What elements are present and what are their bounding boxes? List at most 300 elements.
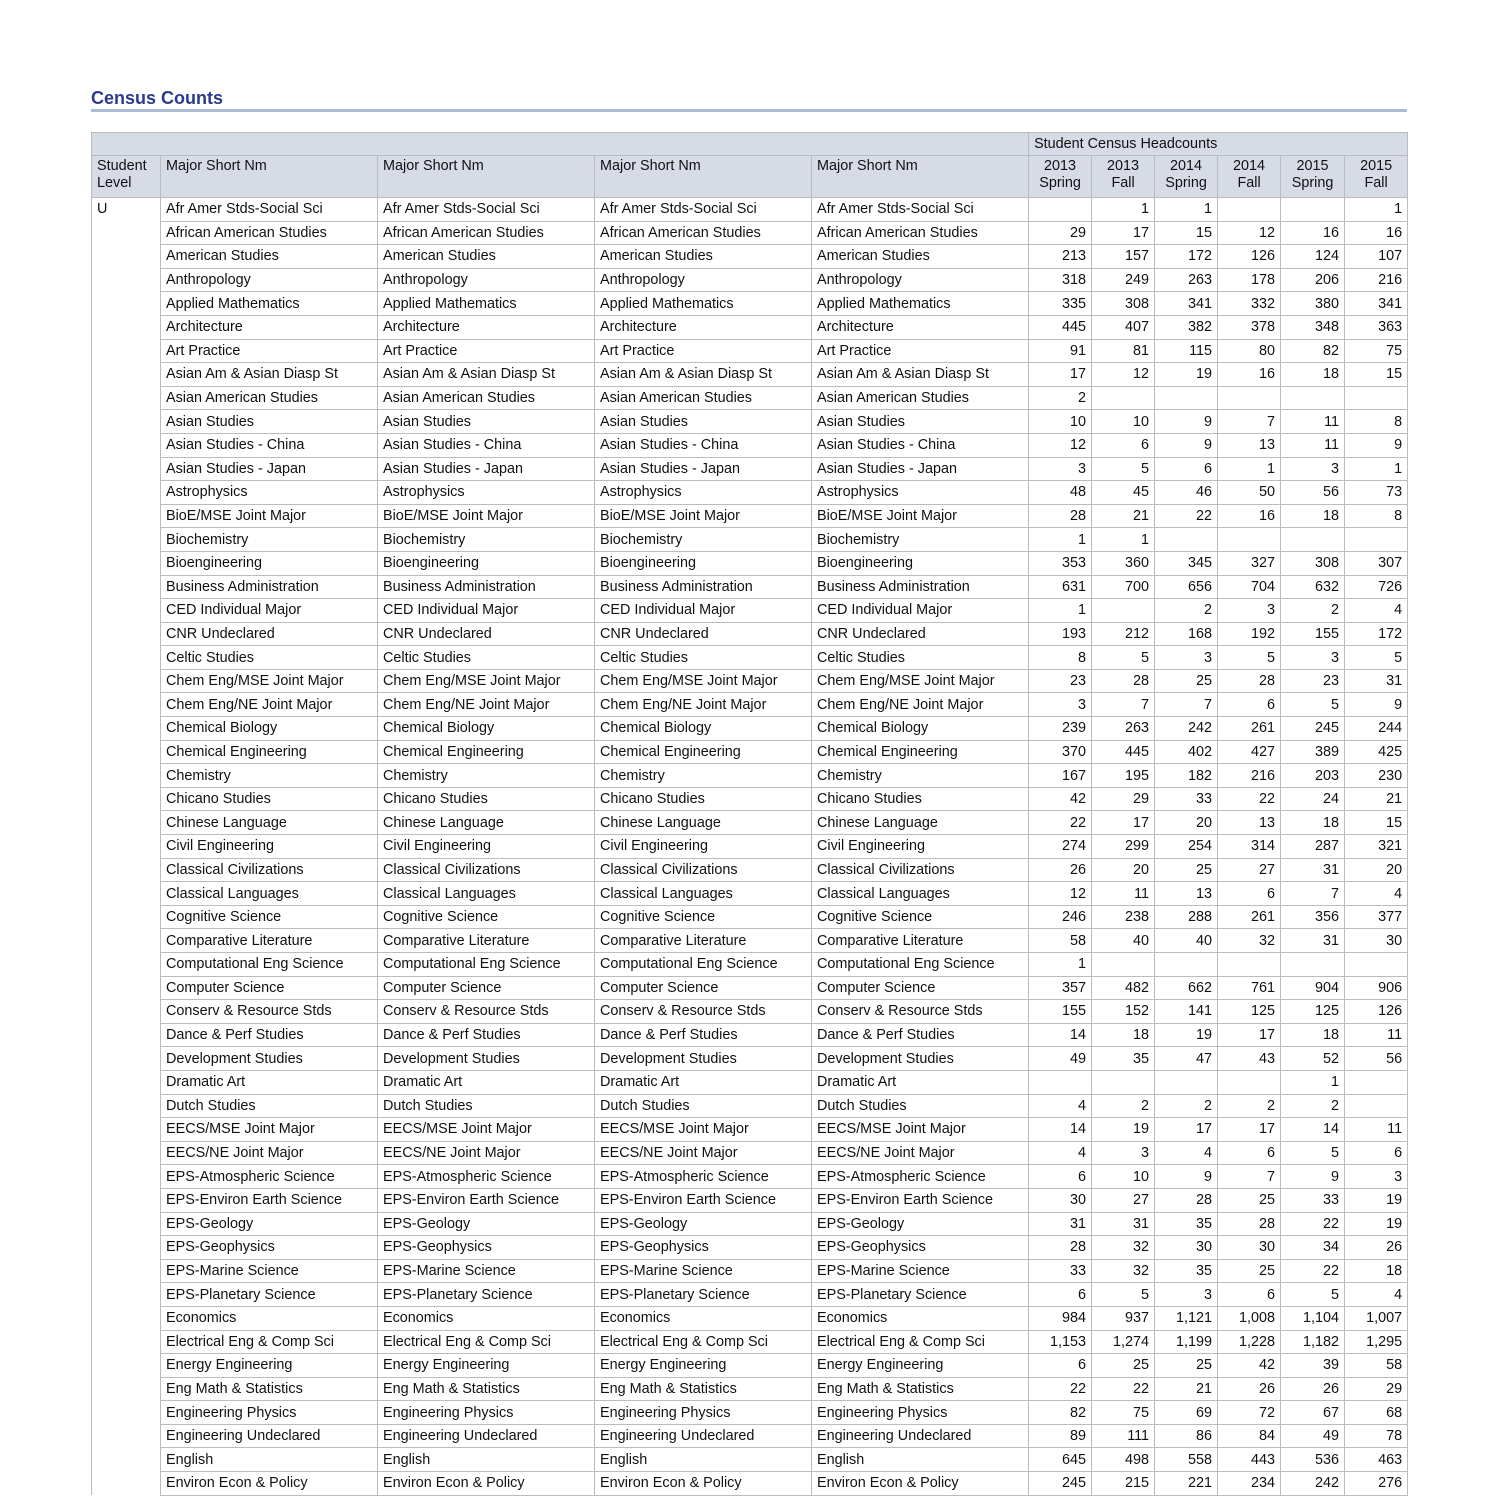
student-level-cell: [92, 1354, 161, 1378]
student-level-cell: U: [92, 198, 161, 222]
term-season: Fall: [1364, 175, 1388, 191]
major-cell: Applied Mathematics: [378, 292, 595, 316]
headcount-cell: 5: [1092, 1283, 1155, 1307]
table-row: [92, 1424, 1408, 1448]
major-cell: Chemical Engineering: [595, 740, 812, 764]
student-level-line1: Student: [97, 158, 147, 174]
headcount-cell: 5: [1281, 1141, 1345, 1165]
headcount-cell: 34: [1281, 1236, 1345, 1260]
major-cell: Chemistry: [595, 764, 812, 788]
major-cell: Classical Languages: [595, 882, 812, 906]
headcount-cell: 726: [1345, 575, 1408, 599]
term-year: 2014: [1233, 158, 1266, 174]
headcount-cell: 58: [1345, 1354, 1408, 1378]
headcount-cell: 12: [1092, 363, 1155, 387]
headcount-cell: 1: [1092, 528, 1155, 552]
headcount-cell: 307: [1345, 551, 1408, 575]
headcount-cell: 357: [1029, 976, 1092, 1000]
headcount-cell: 4: [1029, 1094, 1092, 1118]
headcount-cell: 1: [1029, 953, 1092, 977]
major-cell: Energy Engineering: [378, 1354, 595, 1378]
headcount-cell: 3: [1092, 1141, 1155, 1165]
headcount-cell: 1,274: [1092, 1330, 1155, 1354]
major-cell: CNR Undeclared: [161, 622, 378, 646]
headcount-cell: 39: [1281, 1354, 1345, 1378]
major-cell: Cognitive Science: [812, 905, 1029, 929]
headcount-cell: 246: [1029, 905, 1092, 929]
student-level-cell: [92, 882, 161, 906]
headcount-cell: 30: [1218, 1236, 1281, 1260]
headcount-cell: 6: [1029, 1283, 1092, 1307]
major-cell: Dramatic Art: [161, 1070, 378, 1094]
headcount-cell: 314: [1218, 835, 1281, 859]
headcount-cell: 363: [1345, 315, 1408, 339]
headcount-cell: 7: [1218, 1165, 1281, 1189]
headcount-cell: 126: [1345, 1000, 1408, 1024]
headcount-cell: 1,008: [1218, 1306, 1281, 1330]
student-level-cell: [92, 953, 161, 977]
major-cell: Computer Science: [595, 976, 812, 1000]
headcount-cell: 4: [1345, 882, 1408, 906]
headcount-cell: 182: [1155, 764, 1218, 788]
headcount-cell: 25: [1155, 669, 1218, 693]
headcount-cell: 33: [1029, 1259, 1092, 1283]
headcount-cell: 1: [1092, 198, 1155, 222]
headcount-cell: 49: [1281, 1424, 1345, 1448]
student-level-cell: [92, 1472, 161, 1496]
headcount-cell: 9: [1155, 1165, 1218, 1189]
term-season: Fall: [1111, 175, 1135, 191]
headcount-cell: 32: [1092, 1236, 1155, 1260]
headcount-cell: 23: [1029, 669, 1092, 693]
major-cell: Conserv & Resource Stds: [812, 1000, 1029, 1024]
headcount-cell: 498: [1092, 1448, 1155, 1472]
headcount-cell: 22: [1218, 787, 1281, 811]
headcount-cell: 19: [1345, 1188, 1408, 1212]
major-cell: Afr Amer Stds-Social Sci: [378, 198, 595, 222]
headcount-cell: 11: [1092, 882, 1155, 906]
headcount-cell: 215: [1092, 1472, 1155, 1496]
headcount-cell: 195: [1092, 764, 1155, 788]
headcount-cell: 463: [1345, 1448, 1408, 1472]
headcount-cell: 3: [1155, 646, 1218, 670]
col-header-term: [1029, 156, 1092, 198]
headcount-cell: 152: [1092, 1000, 1155, 1024]
headcount-cell: 48: [1029, 481, 1092, 505]
student-level-cell: [92, 764, 161, 788]
headcount-cell: [1092, 953, 1155, 977]
headcount-cell: 47: [1155, 1047, 1218, 1071]
headcount-cell: 29: [1092, 787, 1155, 811]
major-cell: Cognitive Science: [378, 905, 595, 929]
major-cell: CED Individual Major: [595, 599, 812, 623]
major-cell: Biochemistry: [161, 528, 378, 552]
headcount-cell: 82: [1029, 1401, 1092, 1425]
headcount-cell: 16: [1345, 221, 1408, 245]
table-row: [92, 292, 1408, 316]
headcount-cell: 11: [1345, 1023, 1408, 1047]
headcount-cell: 13: [1155, 882, 1218, 906]
major-cell: African American Studies: [378, 221, 595, 245]
major-cell: Classical Languages: [161, 882, 378, 906]
major-cell: Chem Eng/MSE Joint Major: [378, 669, 595, 693]
major-cell: Development Studies: [378, 1047, 595, 1071]
headcount-cell: 125: [1281, 1000, 1345, 1024]
headcount-cell: 308: [1092, 292, 1155, 316]
headcount-cell: 193: [1029, 622, 1092, 646]
headcount-cell: 6: [1218, 882, 1281, 906]
major-cell: Conserv & Resource Stds: [595, 1000, 812, 1024]
major-cell: Computational Eng Science: [812, 953, 1029, 977]
table-row: [92, 1306, 1408, 1330]
major-cell: Electrical Eng & Comp Sci: [161, 1330, 378, 1354]
major-cell: Asian Studies - China: [595, 433, 812, 457]
major-cell: Applied Mathematics: [595, 292, 812, 316]
table-row: [92, 268, 1408, 292]
major-cell: Chemical Engineering: [161, 740, 378, 764]
major-cell: CNR Undeclared: [595, 622, 812, 646]
major-cell: Chem Eng/MSE Joint Major: [161, 669, 378, 693]
headcount-cell: 42: [1029, 787, 1092, 811]
table-row: [92, 764, 1408, 788]
major-cell: Dutch Studies: [378, 1094, 595, 1118]
table-row: [92, 717, 1408, 741]
major-cell: CNR Undeclared: [378, 622, 595, 646]
headcount-cell: 20: [1155, 811, 1218, 835]
major-cell: EPS-Geology: [812, 1212, 1029, 1236]
headcount-cell: 345: [1155, 551, 1218, 575]
headcount-cell: 75: [1345, 339, 1408, 363]
headcount-cell: 244: [1345, 717, 1408, 741]
headcount-cell: 14: [1029, 1023, 1092, 1047]
headcount-cell: 389: [1281, 740, 1345, 764]
headcount-cell: 8: [1029, 646, 1092, 670]
major-cell: Conserv & Resource Stds: [378, 1000, 595, 1024]
major-cell: BioE/MSE Joint Major: [378, 504, 595, 528]
headcount-cell: 287: [1281, 835, 1345, 859]
headcount-cell: 10: [1092, 410, 1155, 434]
headcount-cell: 327: [1218, 551, 1281, 575]
headcount-cell: 31: [1029, 1212, 1092, 1236]
student-level-cell: [92, 929, 161, 953]
headcount-cell: 904: [1281, 976, 1345, 1000]
headcount-cell: 16: [1218, 504, 1281, 528]
table-row: [92, 599, 1408, 623]
col-header-major-1: Major Short Nm: [161, 156, 378, 198]
headcount-cell: 19: [1345, 1212, 1408, 1236]
headcount-cell: 242: [1155, 717, 1218, 741]
headcount-cell: 321: [1345, 835, 1408, 859]
headcount-cell: 12: [1029, 882, 1092, 906]
major-cell: Development Studies: [812, 1047, 1029, 1071]
headcount-cell: 1,182: [1281, 1330, 1345, 1354]
student-level-cell: [92, 1236, 161, 1260]
table-row: [92, 575, 1408, 599]
term-season: Spring: [1039, 175, 1081, 191]
student-level-cell: [92, 905, 161, 929]
major-cell: Asian Am & Asian Diasp St: [161, 363, 378, 387]
headcount-cell: 172: [1155, 245, 1218, 269]
major-cell: Cognitive Science: [595, 905, 812, 929]
table-row: [92, 953, 1408, 977]
headcount-cell: 1: [1155, 198, 1218, 222]
headcount-cell: 192: [1218, 622, 1281, 646]
headcount-cell: 69: [1155, 1401, 1218, 1425]
headcount-cell: 11: [1345, 1118, 1408, 1142]
major-cell: Astrophysics: [378, 481, 595, 505]
student-level-cell: [92, 551, 161, 575]
headcount-cell: 443: [1218, 1448, 1281, 1472]
major-cell: Chinese Language: [161, 811, 378, 835]
table-row: [92, 1000, 1408, 1024]
headcount-cell: 3: [1029, 693, 1092, 717]
major-cell: Applied Mathematics: [161, 292, 378, 316]
headcount-cell: 221: [1155, 1472, 1218, 1496]
headcount-cell: 35: [1092, 1047, 1155, 1071]
major-cell: Civil Engineering: [378, 835, 595, 859]
table-row: [92, 245, 1408, 269]
headcount-cell: 40: [1092, 929, 1155, 953]
headcount-cell: 30: [1029, 1188, 1092, 1212]
major-cell: Dramatic Art: [812, 1070, 1029, 1094]
table-row: [92, 905, 1408, 929]
headcount-cell: [1218, 386, 1281, 410]
headcount-cell: 111: [1092, 1424, 1155, 1448]
col-header-term: [1345, 156, 1408, 198]
headcount-cell: 15: [1345, 811, 1408, 835]
headcount-cell: 1,295: [1345, 1330, 1408, 1354]
headcount-cell: 761: [1218, 976, 1281, 1000]
headcount-cell: 125: [1218, 1000, 1281, 1024]
headcount-cell: 206: [1281, 268, 1345, 292]
major-cell: Asian Studies: [595, 410, 812, 434]
student-level-cell: [92, 575, 161, 599]
major-cell: Computational Eng Science: [161, 953, 378, 977]
major-cell: Chemistry: [812, 764, 1029, 788]
headcount-cell: 14: [1029, 1118, 1092, 1142]
term-season: Fall: [1237, 175, 1261, 191]
major-cell: Business Administration: [161, 575, 378, 599]
headcount-cell: 12: [1218, 221, 1281, 245]
headcount-cell: [1281, 198, 1345, 222]
major-cell: English: [378, 1448, 595, 1472]
student-level-cell: [92, 1401, 161, 1425]
major-cell: Classical Languages: [812, 882, 1029, 906]
student-level-line2: Level: [97, 175, 132, 191]
headcount-cell: 700: [1092, 575, 1155, 599]
headcount-cell: 73: [1345, 481, 1408, 505]
student-level-cell: [92, 1094, 161, 1118]
student-level-cell: [92, 669, 161, 693]
major-cell: Environ Econ & Policy: [595, 1472, 812, 1496]
major-cell: Chemical Biology: [812, 717, 1029, 741]
student-level-cell: [92, 787, 161, 811]
headcount-cell: 425: [1345, 740, 1408, 764]
headcount-cell: 155: [1281, 622, 1345, 646]
headcount-cell: 26: [1218, 1377, 1281, 1401]
table-row: [92, 811, 1408, 835]
major-cell: Asian Studies - Japan: [378, 457, 595, 481]
table-row: [92, 1188, 1408, 1212]
major-cell: Dramatic Art: [378, 1070, 595, 1094]
headcount-cell: 6: [1218, 693, 1281, 717]
major-cell: CNR Undeclared: [812, 622, 1029, 646]
major-cell: Chem Eng/MSE Joint Major: [595, 669, 812, 693]
major-cell: Biochemistry: [595, 528, 812, 552]
headcount-cell: 1: [1281, 1070, 1345, 1094]
major-cell: EPS-Marine Science: [161, 1259, 378, 1283]
major-cell: EPS-Geophysics: [161, 1236, 378, 1260]
headcount-cell: 31: [1281, 929, 1345, 953]
major-cell: Celtic Studies: [378, 646, 595, 670]
headcount-cell: 18: [1345, 1259, 1408, 1283]
student-level-cell: [92, 1377, 161, 1401]
headcount-cell: 178: [1218, 268, 1281, 292]
major-cell: Chinese Language: [595, 811, 812, 835]
major-cell: Asian Studies: [812, 410, 1029, 434]
student-level-cell: [92, 811, 161, 835]
major-cell: Classical Civilizations: [161, 858, 378, 882]
major-cell: Eng Math & Statistics: [378, 1377, 595, 1401]
major-cell: Bioengineering: [595, 551, 812, 575]
student-level-cell: [92, 622, 161, 646]
headcount-cell: 21: [1155, 1377, 1218, 1401]
student-level-cell: [92, 410, 161, 434]
col-header-term: [1281, 156, 1345, 198]
headcount-cell: 22: [1281, 1259, 1345, 1283]
major-cell: Asian American Studies: [378, 386, 595, 410]
student-level-cell: [92, 1000, 161, 1024]
headcount-cell: 656: [1155, 575, 1218, 599]
term-year: 2015: [1296, 158, 1329, 174]
table-row: [92, 976, 1408, 1000]
headcount-cell: 3: [1281, 457, 1345, 481]
major-cell: Chemical Biology: [378, 717, 595, 741]
major-cell: EPS-Planetary Science: [378, 1283, 595, 1307]
headcount-cell: [1092, 1070, 1155, 1094]
headcount-cell: 7: [1155, 693, 1218, 717]
major-cell: Architecture: [812, 315, 1029, 339]
headcount-cell: 40: [1155, 929, 1218, 953]
major-cell: EPS-Atmospheric Science: [595, 1165, 812, 1189]
table-row: [92, 787, 1408, 811]
major-cell: Chicano Studies: [812, 787, 1029, 811]
headcount-cell: 1: [1345, 198, 1408, 222]
headcount-cell: 29: [1029, 221, 1092, 245]
student-level-cell: [92, 481, 161, 505]
student-level-cell: [92, 693, 161, 717]
headcount-cell: 242: [1281, 1472, 1345, 1496]
major-cell: Environ Econ & Policy: [161, 1472, 378, 1496]
major-cell: EECS/MSE Joint Major: [595, 1118, 812, 1142]
headcount-cell: 216: [1345, 268, 1408, 292]
headcount-cell: 4: [1345, 599, 1408, 623]
major-cell: Asian Studies - China: [161, 433, 378, 457]
headcount-cell: 25: [1092, 1354, 1155, 1378]
major-cell: Chinese Language: [812, 811, 1029, 835]
major-cell: EPS-Environ Earth Science: [812, 1188, 1029, 1212]
headcount-cell: 5: [1345, 646, 1408, 670]
table-row: [92, 551, 1408, 575]
table-row: [92, 1354, 1408, 1378]
student-level-cell: [92, 339, 161, 363]
major-cell: Chemistry: [161, 764, 378, 788]
table-header: [92, 133, 1408, 198]
headcount-cell: 335: [1029, 292, 1092, 316]
headcount-cell: 31: [1281, 858, 1345, 882]
headcount-cell: 20: [1345, 858, 1408, 882]
student-level-cell: [92, 1424, 161, 1448]
headcount-cell: [1029, 1070, 1092, 1094]
major-cell: Bioengineering: [378, 551, 595, 575]
major-cell: EECS/MSE Joint Major: [161, 1118, 378, 1142]
headcount-cell: [1155, 1070, 1218, 1094]
student-level-cell: [92, 1283, 161, 1307]
headcount-cell: 239: [1029, 717, 1092, 741]
headcount-cell: 21: [1345, 787, 1408, 811]
title-divider: [91, 109, 1407, 112]
table-row: [92, 221, 1408, 245]
major-cell: American Studies: [812, 245, 1029, 269]
headcount-cell: 82: [1281, 339, 1345, 363]
major-cell: Environ Econ & Policy: [812, 1472, 1029, 1496]
major-cell: Economics: [161, 1306, 378, 1330]
headcount-cell: 10: [1092, 1165, 1155, 1189]
headcount-cell: 632: [1281, 575, 1345, 599]
headcount-cell: 445: [1092, 740, 1155, 764]
headcount-cell: 6: [1029, 1165, 1092, 1189]
headcount-cell: 212: [1092, 622, 1155, 646]
major-cell: Eng Math & Statistics: [595, 1377, 812, 1401]
student-level-cell: [92, 363, 161, 387]
headcount-cell: 28: [1029, 504, 1092, 528]
headcount-cell: [1345, 953, 1408, 977]
headcount-cell: 2: [1281, 1094, 1345, 1118]
headcount-cell: [1218, 528, 1281, 552]
headcount-cell: 32: [1092, 1259, 1155, 1283]
headcount-cell: 30: [1345, 929, 1408, 953]
headcount-cell: 13: [1218, 811, 1281, 835]
headcount-cell: 15: [1345, 363, 1408, 387]
student-level-cell: [92, 1141, 161, 1165]
major-cell: Celtic Studies: [812, 646, 1029, 670]
major-cell: EPS-Planetary Science: [812, 1283, 1029, 1307]
table-row: [92, 457, 1408, 481]
student-level-cell: [92, 221, 161, 245]
headcount-cell: 937: [1092, 1306, 1155, 1330]
major-cell: Asian Studies: [161, 410, 378, 434]
major-cell: CED Individual Major: [378, 599, 595, 623]
headcount-cell: 249: [1092, 268, 1155, 292]
headcount-cell: 24: [1281, 787, 1345, 811]
major-cell: Chicano Studies: [595, 787, 812, 811]
major-cell: EECS/NE Joint Major: [812, 1141, 1029, 1165]
table-row: [92, 410, 1408, 434]
major-cell: Chem Eng/NE Joint Major: [378, 693, 595, 717]
headcount-cell: 1: [1029, 599, 1092, 623]
student-level-cell: [92, 976, 161, 1000]
table-row: [92, 1212, 1408, 1236]
table-row: [92, 622, 1408, 646]
student-level-cell: [92, 528, 161, 552]
major-cell: Eng Math & Statistics: [161, 1377, 378, 1401]
major-cell: Art Practice: [595, 339, 812, 363]
table-row: [92, 1070, 1408, 1094]
headcount-cell: 17: [1092, 811, 1155, 835]
headcount-cell: 9: [1155, 410, 1218, 434]
headcount-cell: 141: [1155, 1000, 1218, 1024]
major-cell: EECS/NE Joint Major: [595, 1141, 812, 1165]
